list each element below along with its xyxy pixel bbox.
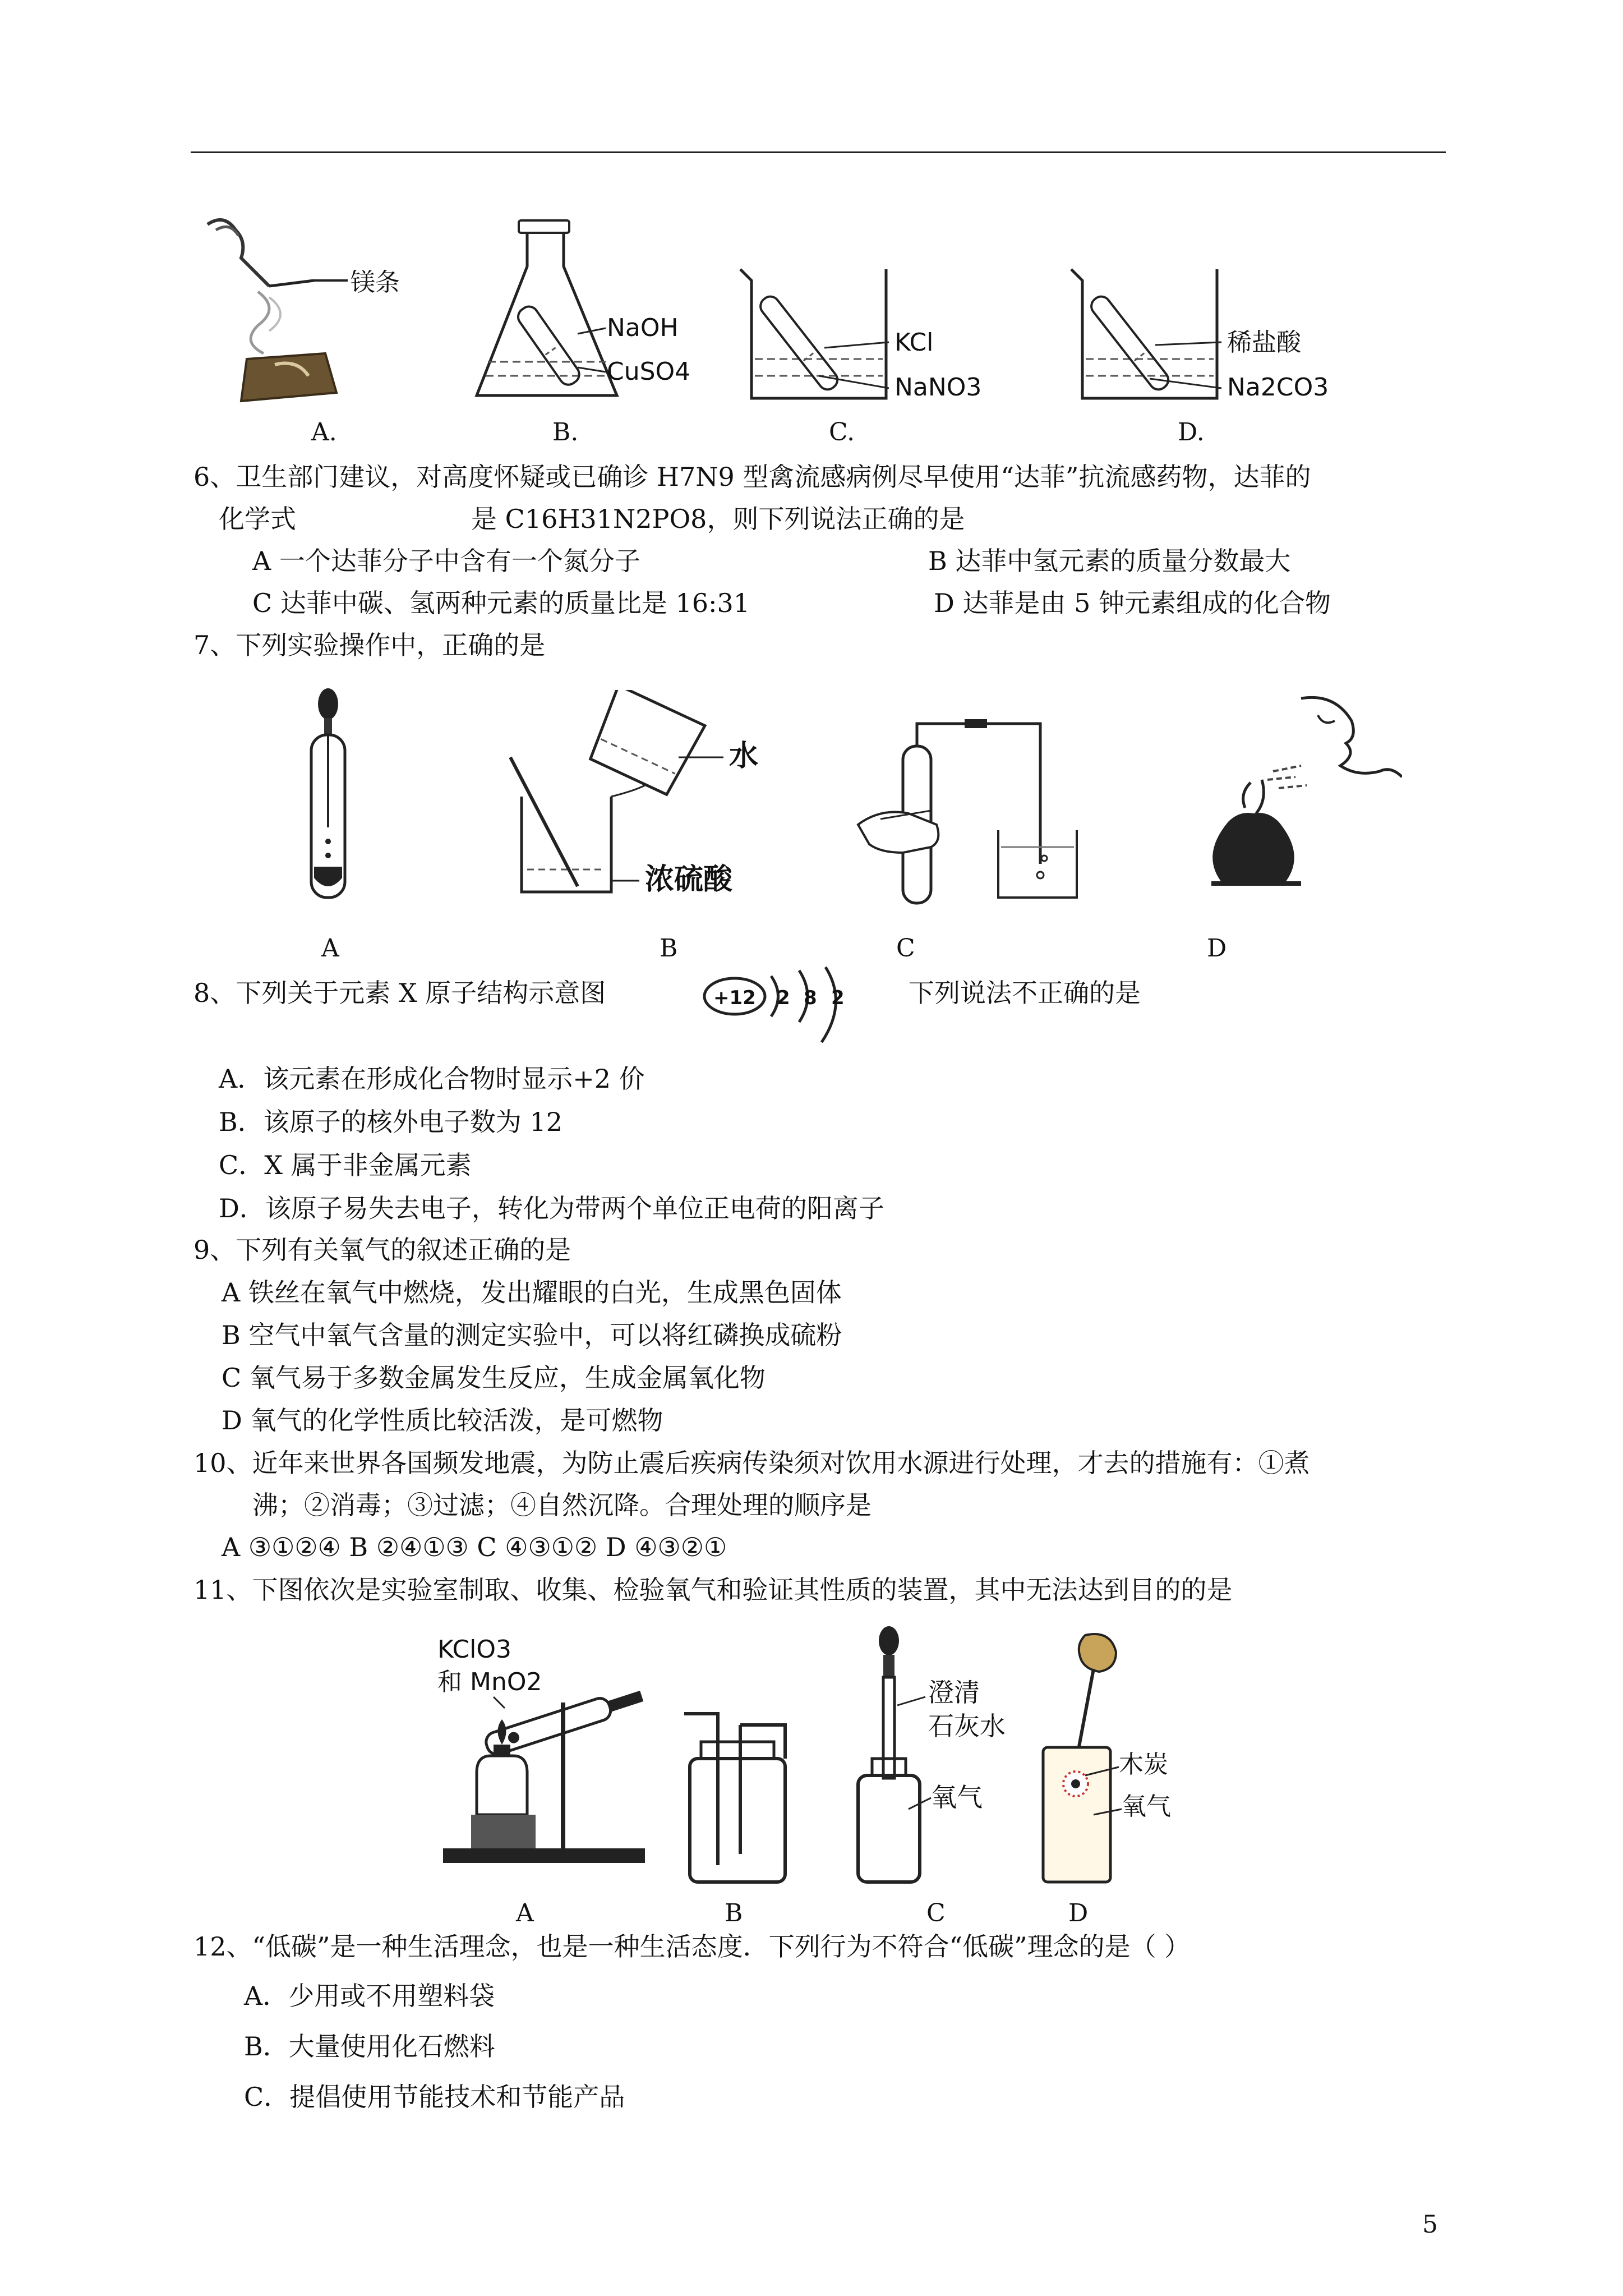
q5-fig-b-text2: CuSO4 [607,357,691,386]
q9-option-d: D 氧气的化学性质比较活泼，是可燃物 [222,1405,663,1435]
q11-fig-d-charcoal [1032,1630,1200,1888]
q5-label-c: C. [829,418,855,447]
header-rule [191,151,1446,153]
q6-line2-formula: 是 C16H31N2PO8，则下列说法正确的是 [471,504,965,534]
q5-label-a: A. [311,418,337,447]
q8-shell3-count: 2 [831,987,845,1009]
q12-option-b: B．大量使用化石燃料 [244,2031,495,2062]
q5-fig-d-beaker [1066,264,1357,404]
q11-fig-c-text2: 石灰水 [928,1711,1006,1741]
page-number: 5 [1422,2210,1438,2239]
q7-label-c: C [896,934,915,963]
q7-fig-c-airtight [847,712,1105,914]
q9-option-c: C 氧气易于多数金属发生反应，生成金属氧化物 [222,1363,766,1393]
q5-label-d: D. [1178,418,1205,447]
q5-fig-d-text2: Na2CO3 [1227,373,1329,402]
q12-stem: 12、“低碳”是一种生活理念，也是一种生活态度．下列行为不符合“低碳”理念的是（ ） [193,1931,1191,1962]
q10-line1: 10、近年来世界各国频发地震，为防止震后疾病传染须对饮用水源进行处理，才去的措施有：①煮 [193,1448,1310,1478]
q11-fig-a-heating [426,1630,662,1893]
q8-shell1-count: 2 [777,987,790,1009]
q7-fig-d-smell [1189,687,1402,906]
q5-fig-c-text1: KCl [895,328,934,357]
q7-label-d: D [1207,934,1227,963]
q5-fig-b-flask [465,216,701,407]
q8-option-d: D．该原子易失去电子，转化为带两个单位正电荷的阳离子 [219,1193,884,1223]
q8-stem-a: 8、下列关于元素 X 原子结构示意图 [193,978,606,1008]
q12-option-a: A．少用或不用塑料袋 [244,1981,495,2011]
q7-fig-b-dilution [471,690,785,909]
q6-option-a: A 一个达菲分子中含有一个氮分子 [252,546,640,576]
q7-fig-b-water: 水 [729,739,759,773]
q11-fig-d-text2: 氧气 [1122,1792,1171,1821]
q7-fig-b-acid: 浓硫酸 [645,863,733,896]
q8-option-b: B．该原子的核外电子数为 12 [219,1107,562,1137]
q8-option-a: A．该元素在形成化合物时显示+2 价 [219,1064,645,1094]
q11-fig-a-text2: 和 MnO2 [437,1668,542,1696]
q7-label-b: B [660,934,678,963]
q7-fig-a-dropper [297,687,359,906]
q11-fig-b-collection [673,1708,796,1888]
q5-fig-b-text1: NaOH [607,314,679,342]
q5-fig-c-beaker [735,264,1004,404]
q8-atom-diagram [701,964,880,1048]
q11-fig-c-text1: 澄清 [928,1677,980,1708]
q11-fig-c-limewater [852,1624,1032,1888]
q9-option-b: B 空气中氧气含量的测定实验中，可以将红磷换成硫粉 [222,1320,842,1350]
q11-label-a: A [516,1899,534,1927]
q6-line1: 6、卫生部门建议，对高度怀疑或已确诊 H7N9 型禽流感病例尽早使用“达菲”抗流感药物，达菲的 [193,462,1311,492]
q7-label-a: A [321,934,339,963]
q10-line2: 沸；②消毒；③过滤；④自然沉降。合理处理的顺序是 [252,1490,872,1520]
q9-option-a: A 铁丝在氧气中燃烧，发出耀眼的白光，生成黑色固体 [222,1277,842,1308]
q11-label-b: B [725,1899,743,1927]
q11-fig-a-text1: KClO3 [437,1635,512,1664]
q5-fig-d-text1: 稀盐酸 [1227,328,1301,357]
q8-stem-b: 下列说法不正确的是 [909,978,1141,1008]
q6-option-d: D 达菲是由 5 钟元素组成的化合物 [934,588,1331,618]
q8-option-c: C．X 属于非金属元素 [219,1150,472,1180]
q6-line2-a: 化学式 [219,504,296,534]
q11-stem: 11、下图依次是实验室制取、收集、检验氧气和验证其性质的装置，其中无法达到目的的是 [193,1575,1233,1605]
q5-label-b: B. [552,418,579,447]
q8-shell2-count: 8 [804,987,817,1009]
q12-option-c: C．提倡使用节能技术和节能产品 [244,2082,625,2112]
q5-fig-a-text: 镁条 [351,268,400,297]
q6-option-c: C 达菲中碳、氢两种元素的质量比是 16:31 [252,588,750,618]
q11-fig-c-text3: 氧气 [931,1782,983,1812]
q11-fig-d-text1: 木炭 [1119,1750,1168,1779]
q11-label-c: C [926,1899,946,1927]
q8-nucleus-label: +12 [713,987,756,1009]
q9-stem: 9、下列有关氧气的叙述正确的是 [193,1235,571,1265]
q11-label-d: D [1068,1899,1089,1927]
q7-stem: 7、下列实验操作中，正确的是 [193,630,546,660]
q10-options: A ③①②④ B ②④①③ C ④③①② D ④③②① [222,1532,727,1562]
q6-option-b: B 达菲中氢元素的质量分数最大 [928,546,1291,576]
q5-fig-a-magnesium [185,208,437,409]
q5-fig-c-text2: NaNO3 [895,373,982,402]
